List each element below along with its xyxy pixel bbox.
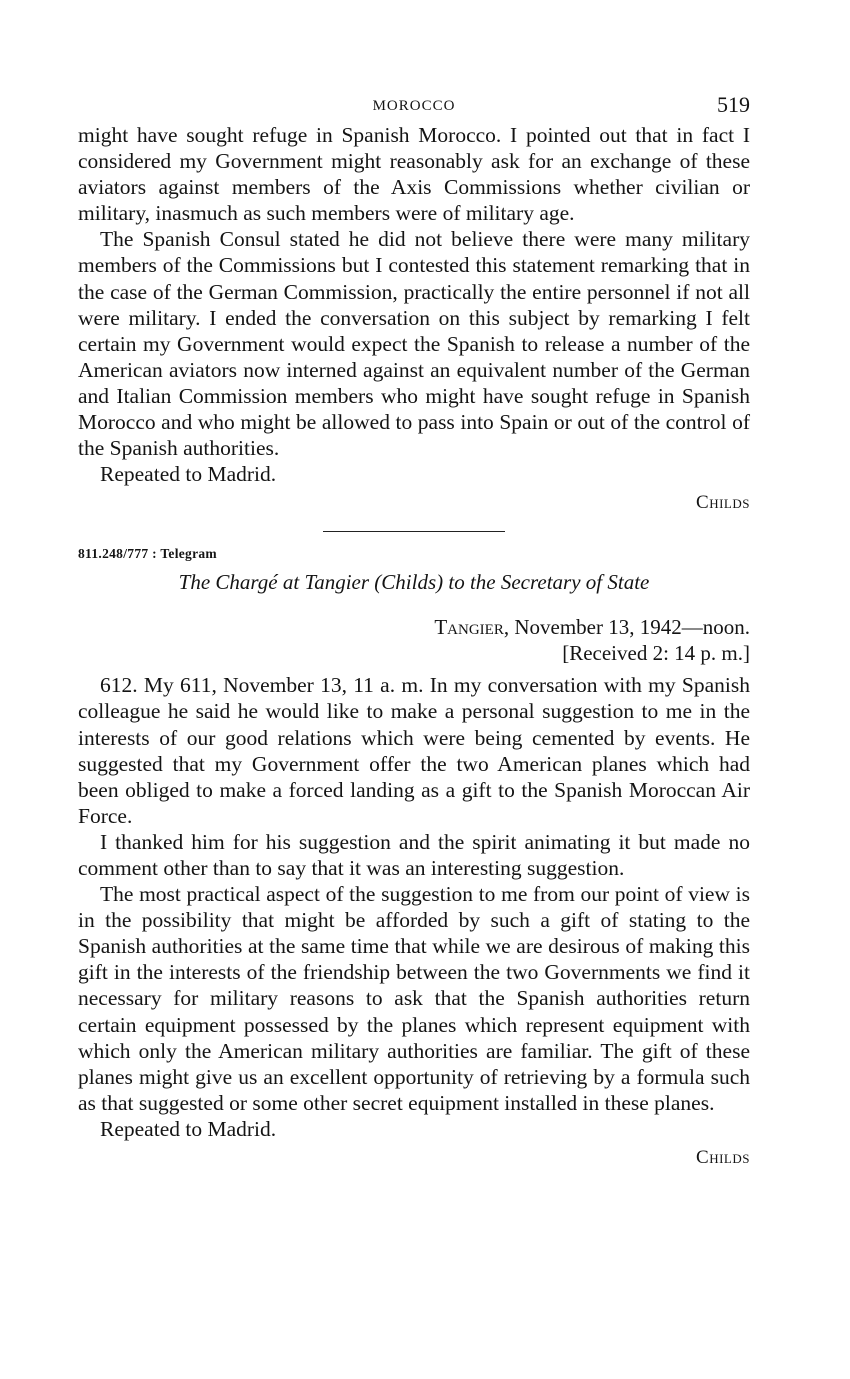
page-number: 519 [717,92,750,117]
paragraph: 612. My 611, November 13, 11 a. m. In my conversation with my Spanish colleague he said he would like to make a personal suggestion to me in the interests of our good relations which were being cemented by events. He suggested that my Government offer the two American planes which had been obliged to make a forced landing as a gift to the Spanish Moroccan Air Force. [78,673,750,828]
section-divider [323,531,505,532]
running-header [78,92,750,122]
paragraph: might have sought refuge in Spanish Morocco. I pointed out that in fact I considered my Government might reasonably ask for an exchange of these aviators against members of the Axis Commissions whether civilian or military, inasmuch as such members were of military age. [78,123,750,226]
paragraph: I thanked him for his suggestion and the spirit animating it but made no comment other than to say that it was an interesting suggestion. [78,829,750,880]
signature [78,489,750,517]
dateline [78,614,750,640]
repeated-note: Repeated to Madrid. [100,462,277,487]
file-reference: 811.248/777 : Telegram [78,546,217,562]
dateline-date: November 13, 1942—noon. [514,615,750,640]
document-page [78,92,750,1172]
received-note: [Received 2: 14 p. m.] [562,641,750,666]
dateline-place: Tangier, [434,615,510,640]
second-telegram [78,546,750,1172]
signature-name: Childs [696,1147,750,1168]
repeated-note: Repeated to Madrid. [100,1116,277,1141]
document-title: The Chargé at Tangier (Childs) to the Secretary of State [178,570,650,595]
signature [78,1144,750,1172]
signature-name: Childs [696,492,750,514]
first-telegram-continuation [78,122,750,517]
paragraph: The Spanish Consul stated he did not believe there were many military members of the Commissions but I contested this statement remarking that in the case of the German Commission, practically the entire personnel if not all were military. I ended the conversation on this subject by remarking I felt certain my Government would expect the Spanish to release a number of the American aviators now interned against an equivalent number of the German and Italian Commission members who might have sought refuge in Spanish Morocco and who might be allowed to pass into Spain or out of the control of the Spanish authorities. [78,227,750,461]
paragraph: The most practical aspect of the suggestion to me from our point of view is in the possibility that might be afforded by such a gift of stating to the Spanish authorities at the same time that while we are desirous of making this gift in the interests of the friendship between the two Governments we find it necessary for military reasons to ask that the Spanish authorities return certain equipment possessed by the planes which represent equipment with which only the American military authorities are familiar. The gift of these planes might give us an excellent opportunity of retrieving by a formula such as that suggested or some other secret equipment installed in these planes. [78,882,750,1115]
running-title: MOROCCO [372,98,456,114]
